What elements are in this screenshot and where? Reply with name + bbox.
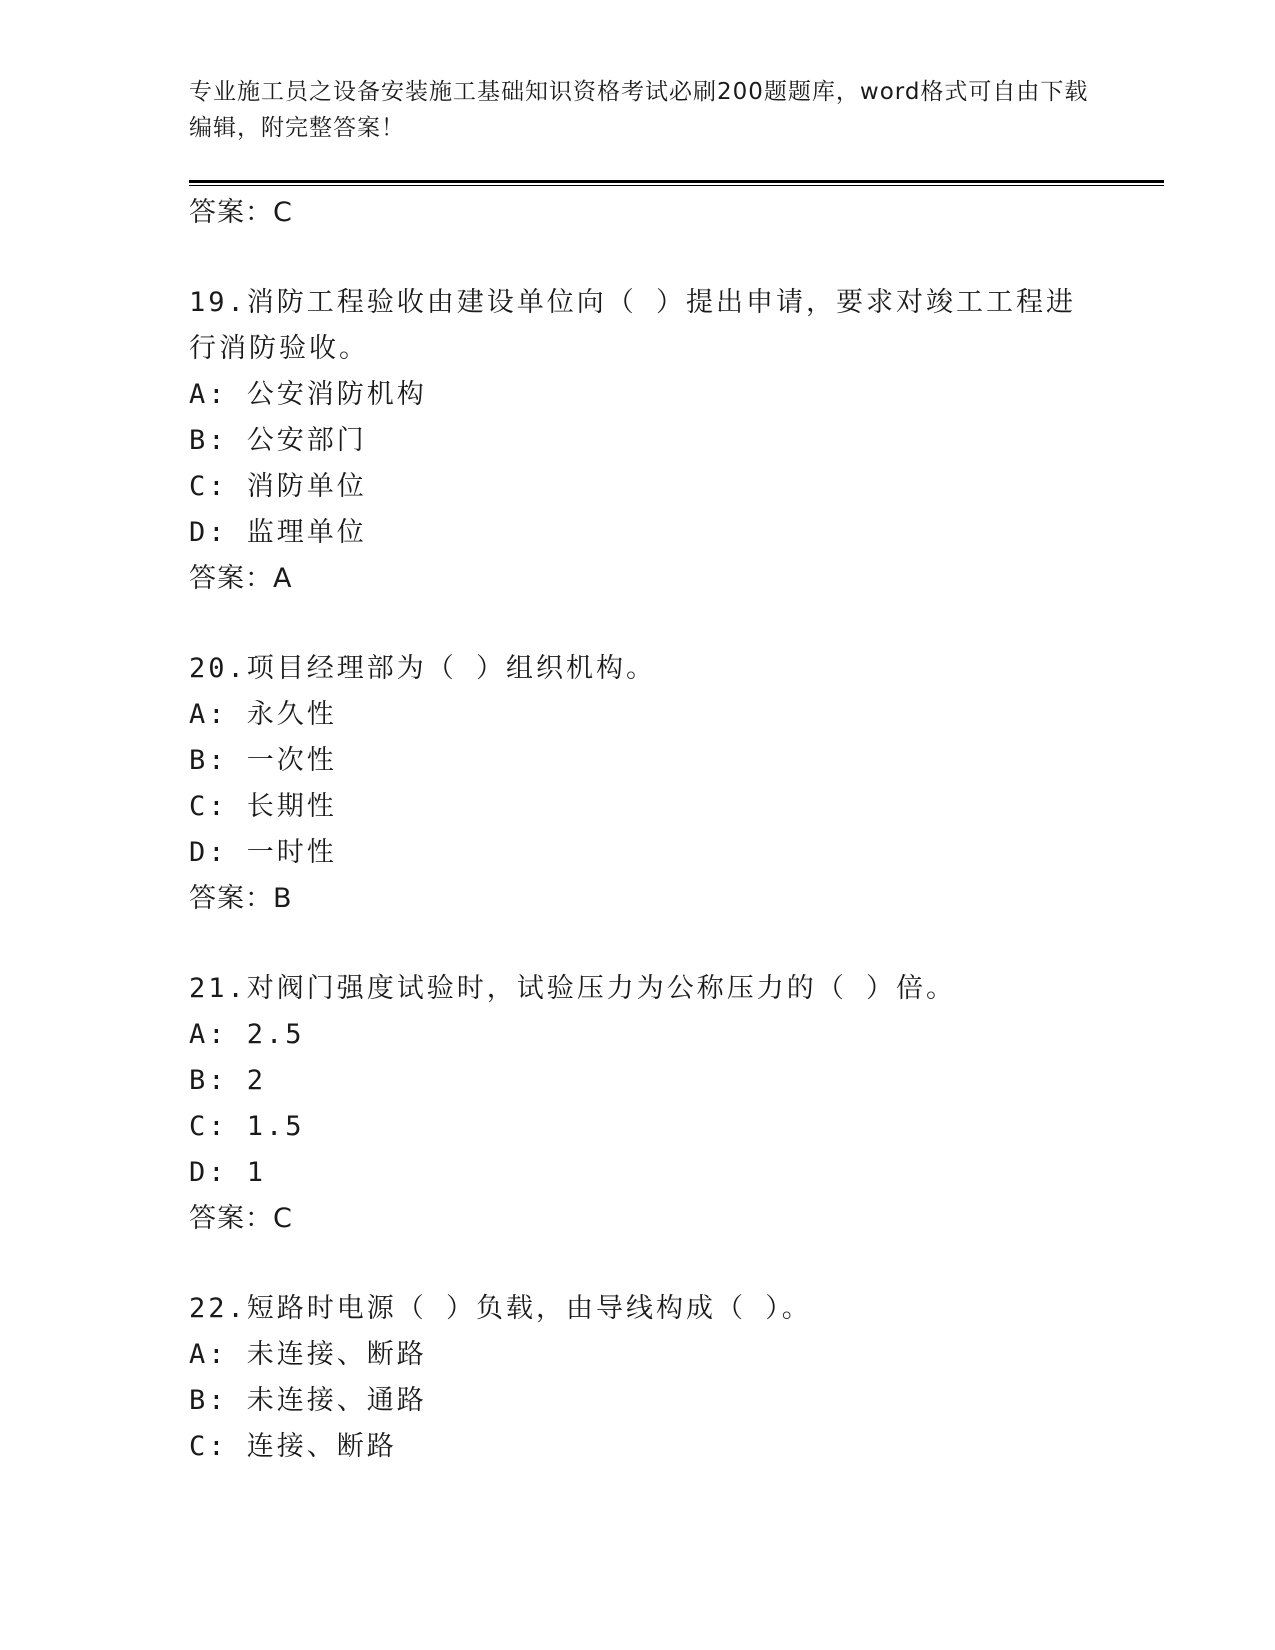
- option-b: B: 公安部门: [189, 425, 367, 456]
- option-a: A: 未连接、断路: [189, 1339, 427, 1370]
- answer: 答案：A: [189, 563, 293, 594]
- option-c: C: 连接、断路: [189, 1431, 397, 1462]
- document-body: [189, 190, 1089, 1470]
- option-a: A: 公安消防机构: [189, 379, 427, 410]
- option-d: D: 一时性: [189, 837, 337, 868]
- question-20: [189, 646, 1089, 922]
- option-c: C: 消防单位: [189, 471, 367, 502]
- question-stem: 20.项目经理部为（ ）组织机构。: [189, 653, 657, 684]
- option-a: A: 2.5: [189, 1019, 305, 1050]
- question-stem: 21.对阀门强度试验时，试验压力为公称压力的（ ）倍。: [189, 973, 957, 1004]
- document-header: 专业施工员之设备安装施工基础知识资格考试必刷200题题库，word格式可自由下载编辑，附完整答案！: [189, 79, 1089, 141]
- answer: 答案：B: [189, 883, 293, 914]
- option-b: B: 2: [189, 1065, 267, 1096]
- question-stem: 22.短路时电源（ ）负载，由导线构成（ ）。: [189, 1293, 812, 1324]
- option-c: C: 长期性: [189, 791, 337, 822]
- question-19: [189, 280, 1089, 602]
- header-divider-thick: [189, 180, 1164, 183]
- option-b: B: 一次性: [189, 745, 337, 776]
- question-21: [189, 966, 1089, 1242]
- previous-answer: 答案：C: [189, 197, 293, 228]
- option-c: C: 1.5: [189, 1111, 305, 1142]
- question-stem: 19.消防工程验收由建设单位向（ ）提出申请，要求对竣工工程进行消防验收。: [189, 287, 1077, 364]
- question-22: [189, 1286, 1089, 1470]
- option-b: B: 未连接、通路: [189, 1385, 427, 1416]
- answer: 答案：C: [189, 1203, 293, 1234]
- option-d: D: 1: [189, 1157, 267, 1188]
- option-a: A: 永久性: [189, 699, 337, 730]
- header-divider-thin: [189, 185, 1164, 186]
- option-d: D: 监理单位: [189, 517, 367, 548]
